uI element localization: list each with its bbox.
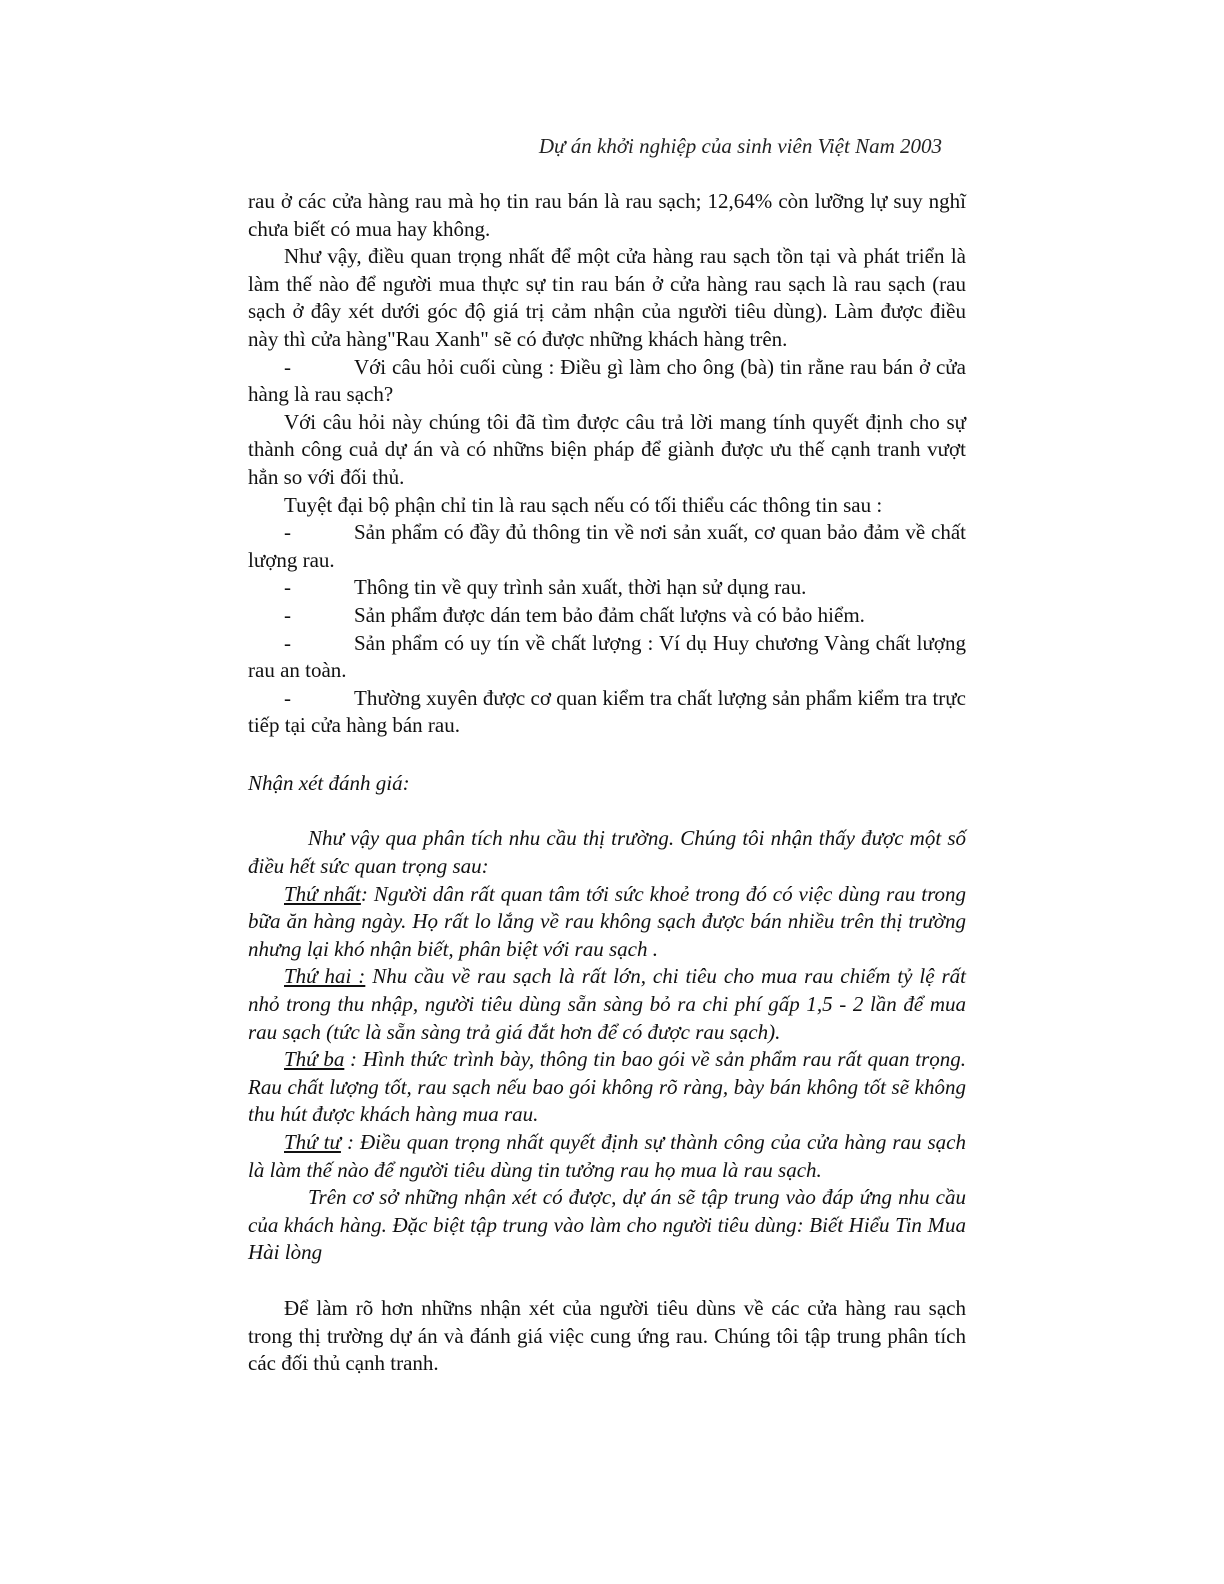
review-item-text: : Hình thức trình bày, thông tin bao gói về sản phẩm rau rất quan trọng. Rau chất lượng tốt, rau sạch nếu bao gói không rõ ràng, bày bán không tốt sẽ không thu hút được khách hàng mua rau. xyxy=(248,1047,966,1127)
page-content xyxy=(248,188,966,1378)
paragraph-text: Với câu hỏi cuối cùng : Điều gì làm cho ông (bà) tin rằne rau bán ở cửa hàng là rau sạch? xyxy=(248,354,966,407)
bullet-item xyxy=(248,685,966,740)
dash-marker: - xyxy=(284,354,291,379)
paragraph: Tuyệt đại bộ phận chỉ tin là rau sạch nếu có tối thiểu các thông tin sau : xyxy=(284,492,883,517)
bullet-item xyxy=(248,630,966,685)
dash-marker: - xyxy=(284,575,291,600)
paragraph: Để làm rõ hơn nhữns nhận xét của người tiêu dùns về các cửa hàng rau sạch trong thị trường dự án và đánh giá việc cung ứng rau. Chúng tôi tập trung phân tích các đối thủ cạnh tranh. xyxy=(248,1295,966,1376)
dash-marker: - xyxy=(284,630,291,655)
bullet-text: Sản phẩm có uy tín về chất lượng : Ví dụ Huy chương Vàng chất lượng rau an toàn. xyxy=(248,630,966,683)
bullet-text: Thường xuyên được cơ quan kiểm tra chất lượng sản phẩm kiểm tra trực tiếp tại cửa hàng bán rau. xyxy=(248,685,966,738)
paragraph: rau ở các cửa hàng rau mà họ tin rau bán là rau sạch; 12,64% còn lưỡng lự suy nghĩ chưa biết có mua hay không. xyxy=(248,189,966,241)
dash-marker: - xyxy=(284,685,291,710)
review-item-text: Nhu cầu về rau sạch là rất lớn, chi tiêu cho mua rau chiếm tỷ lệ rất nhỏ trong thu nhập, người tiêu dùng sẵn sàng bỏ ra chi phí gấp 1,5 - 2 lần để mua rau sạch (tức là sẵn sàng trả giá đắt hơn để có được rau sạch). xyxy=(248,964,967,1044)
review-item-label: Thứ nhất xyxy=(284,881,361,906)
dash-marker: - xyxy=(284,602,291,627)
bullet-text: Sản phẩm được dán tem bảo đảm chất lượns và có bảo hiểm. xyxy=(354,602,865,627)
review-item-sep: : xyxy=(360,881,368,906)
review-closing: Trên cơ sở những nhận xét có được, dự án sẽ tập trung vào đáp ứng nhu cầu của khách hàng. Đặc biệt tập trung vào làm cho người tiêu dùng: Biết Hiểu Tin Mua Hài lòng xyxy=(248,1185,966,1265)
review-item xyxy=(248,881,966,964)
section-title: Nhận xét đánh giá: xyxy=(248,770,410,795)
paragraph: Như vậy, điều quan trọng nhất để một cửa hàng rau sạch tồn tại và phát triển là làm thế nào để người mua thực sự tin rau bán ở cửa hàng rau sạch là rau sạch (rau sạch ở đây xét dưới góc độ giá trị cảm nhận của người tiêu dùng). Làm được điều này thì cửa hàng"Rau Xanh" sẽ có được những khách hàng trên. xyxy=(248,244,966,351)
review-item-label: Thứ tư xyxy=(284,1130,341,1154)
paragraph: Với câu hỏi này chúng tôi đã tìm được câu trả lời mang tính quyết định cho sự thành công cuả dự án và có nhữns biện pháp để giành được ưu thế cạnh tranh vượt hẳn so với đối thủ. xyxy=(248,409,966,489)
review-item-label: Thứ ba xyxy=(284,1047,345,1072)
review-item-label: Thứ hai : xyxy=(284,964,366,989)
dash-marker: - xyxy=(284,520,291,545)
bullet-item xyxy=(248,519,966,574)
bullet-text: Thông tin về quy trình sản xuất, thời hạn sử dụng rau. xyxy=(354,575,807,600)
bullet-item xyxy=(248,602,966,630)
bullet-text: Sản phẩm có đầy đủ thông tin về nơi sản xuất, cơ quan bảo đảm về chất lượng rau. xyxy=(248,520,966,572)
page-header: Dự án khởi nghiệp của sinh viên Việt Nam 2003 xyxy=(538,134,942,158)
review-item xyxy=(248,1046,966,1129)
review-item-text: : Điều quan trọng nhất quyết định sự thành công của cửa hàng rau sạch là làm thế nào để người tiêu dùng tin tưởng rau họ mua là rau sạch. xyxy=(248,1130,967,1182)
review-intro: Như vậy qua phân tích nhu cầu thị trường. Chúng tôi nhận thấy được một số điều hết sức quan trọng sau: xyxy=(248,826,966,879)
bullet-item xyxy=(248,574,966,602)
review-item xyxy=(248,1129,966,1184)
review-item-text: Người dân rất quan tâm tới sức khoẻ trong đó có việc dùng rau trong bữa ăn hàng ngày. Họ rất lo lắng về rau không sạch được bán nhiều trên thị trường nhưng lại khó nhận biết, phân biệt với rau sạch . xyxy=(248,881,966,961)
review-item xyxy=(248,963,966,1046)
dash-paragraph xyxy=(248,354,966,409)
